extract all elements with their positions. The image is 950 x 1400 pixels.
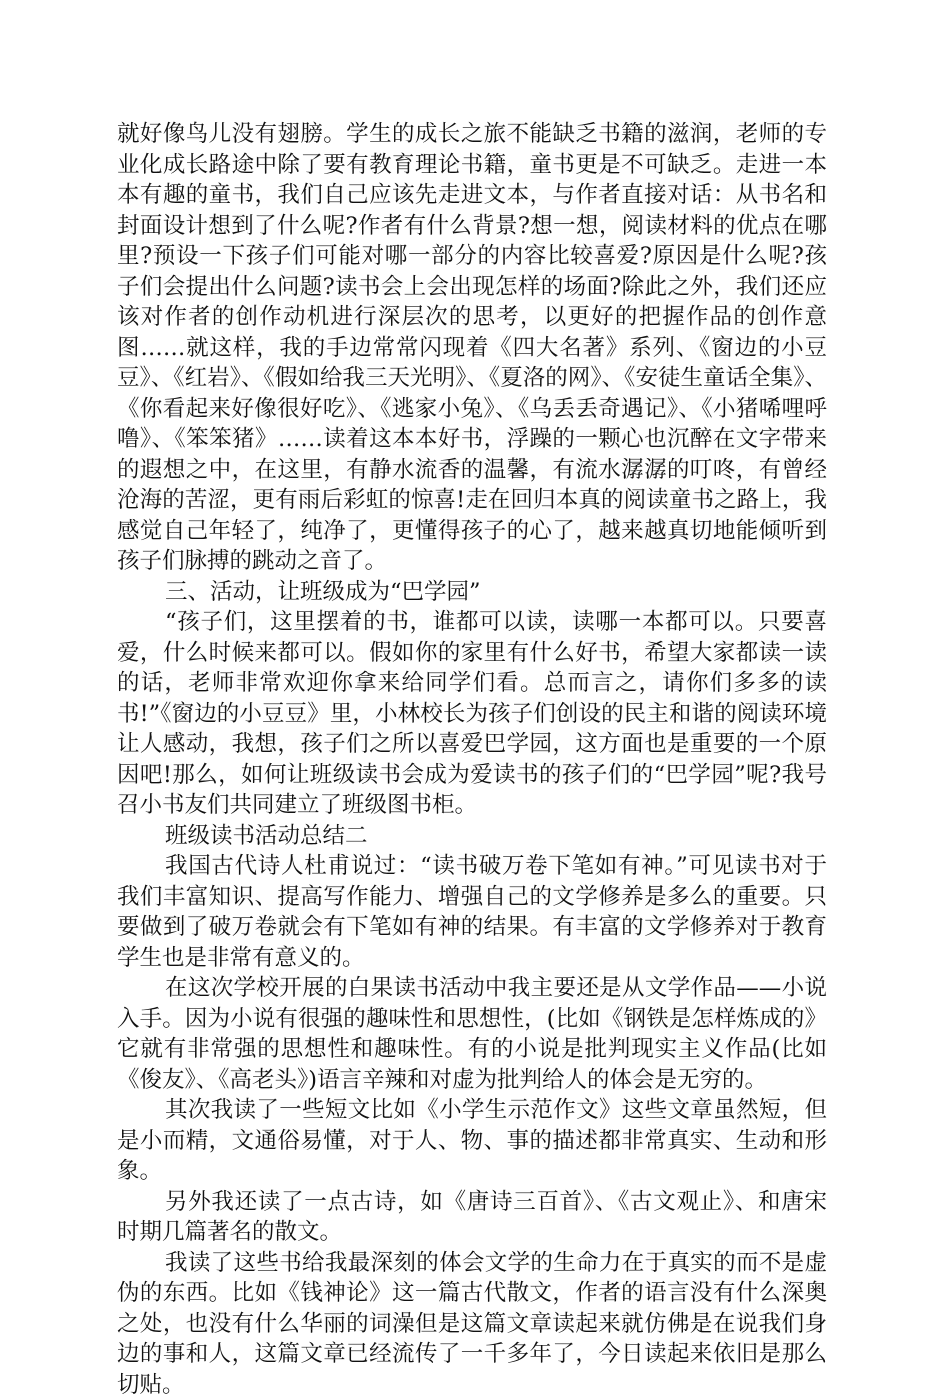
- paragraph-dufu-quote: 我国古代诗人杜甫说过：“读书破万卷下笔如有神。”可见读书对于我们丰富知识、提高写作能力、增强自己的文学修养是多么的重要。只要做到了破万卷就会有下笔如有神的结果。有丰富的文学修养对于教育学生也是非常有意义的。: [117, 851, 827, 973]
- document-body: [117, 119, 827, 1400]
- paragraph-reflection: 我读了这些书给我最深刻的体会文学的生命力在于真实的而不是虚伪的东西。比如《钱神论》这一篇古代散文，作者的语言没有什么深奥之处，也没有什么华丽的词澡但是这篇文章读起来就仿佛是在说我们身边的事和人，这篇文章已经流传了一千多年了，今日读起来依旧是那么切贴。: [117, 1248, 827, 1400]
- paragraph-short-essays: 其次我读了一些短文比如《小学生示范作文》这些文章虽然短，但是小而精，文通俗易懂，对于人、物、事的描述都非常真实、生动和形象。: [117, 1095, 827, 1187]
- paragraph-novels: 在这次学校开展的白果读书活动中我主要还是从文学作品——小说入手。因为小说有很强的趣味性和思想性，(比如《钢铁是怎样炼成的》它就有非常强的思想性和趣味性。有的小说是批判现实主义作品(比如《俊友》、《高老头》)语言辛辣和对虚为批判给人的体会是无穷的。: [117, 973, 827, 1095]
- paragraph-bagakuen: “孩子们，这里摆着的书，谁都可以读，读哪一本都可以。只要喜爱，什么时候来都可以。假如你的家里有什么好书，希望大家都读一读的话，老师非常欢迎你拿来给同学们看。总而言之，请你们多多的读书!”《窗边的小豆豆》里，小林校长为孩子们创设的民主和谐的阅读环境让人感动，我想，孩子们之所以喜爱巴学园，这方面也是重要的一个原因吧!那么，如何让班级读书会成为爱读书的孩子们的“巴学园”呢?我号召小书友们共同建立了班级图书柜。: [117, 607, 827, 821]
- paragraph-ancient-poems: 另外我还读了一点古诗，如《唐诗三百首》、《古文观止》、和唐宋时期几篇著名的散文。: [117, 1187, 827, 1248]
- section-heading-activity: 三、活动，让班级成为“巴学园”: [117, 577, 827, 608]
- paragraph-children-books: 就好像鸟儿没有翅膀。学生的成长之旅不能缺乏书籍的滋润，老师的专业化成长路途中除了要有教育理论书籍，童书更是不可缺乏。走进一本本有趣的童书，我们自己应该先走进文本，与作者直接对话：从书名和封面设计想到了什么呢?作者有什么背景?想一想，阅读材料的优点在哪里?预设一下孩子们可能对哪一部分的内容比较喜爱?原因是什么呢?孩子们会提出什么问题?读书会上会出现怎样的场面?除此之外，我们还应该对作者的创作动机进行深层次的思考，以更好的把握作品的创作意图……就这样，我的手边常常闪现着《四大名著》系列、《窗边的小豆豆》、《红岩》、《假如给我三天光明》、《夏洛的网》、《安徒生童话全集》、《你看起来好像很好吃》、《逃家小兔》、《乌丢丢奇遇记》、《小猪唏哩呼噜》、《笨笨猪》……读着这本本好书，浮躁的一颗心也沉醉在文字带来的遐想之中，在这里，有静水流香的温馨，有流水潺潺的叮咚，有曾经沧海的苦涩，更有雨后彩虹的惊喜!走在回归本真的阅读童书之路上，我感觉自己年轻了，纯净了，更懂得孩子的心了，越来越真切地能倾听到孩子们脉搏的跳动之音了。: [117, 119, 827, 577]
- section-heading-summary-two: 班级读书活动总结二: [117, 821, 827, 852]
